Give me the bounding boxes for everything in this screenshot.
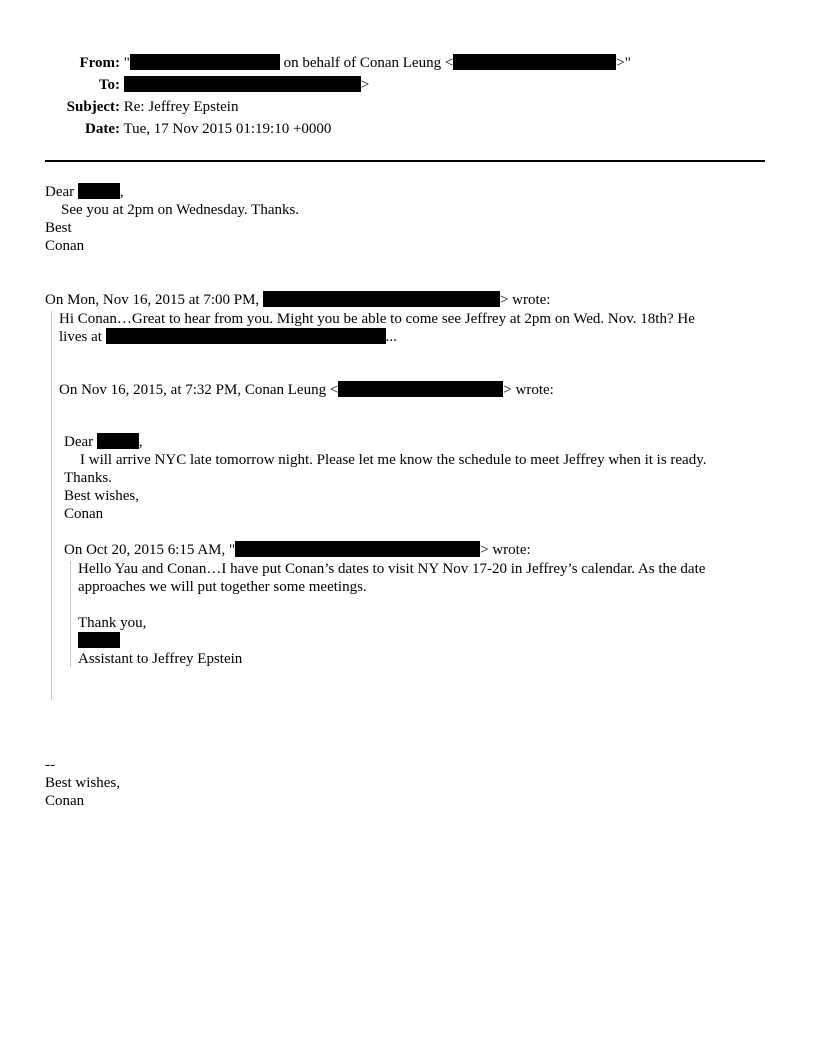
from-prefix: " xyxy=(123,55,130,71)
body-suffix: ... xyxy=(385,329,397,345)
from-suffix: >" xyxy=(616,55,631,71)
redaction-block xyxy=(106,328,386,344)
attribution-suffix: > wrote: xyxy=(480,542,531,558)
redaction-block xyxy=(263,291,500,307)
reply-closing: Best xyxy=(45,220,72,236)
reply-line: See you at 2pm on Wednesday. Thanks. xyxy=(61,202,300,218)
from-middle: on behalf of Conan Leung < xyxy=(279,55,454,71)
from-row xyxy=(0,54,631,72)
quote3-bar xyxy=(70,561,71,667)
date-label: Date: xyxy=(85,121,120,137)
quote3-title: Assistant to Jeffrey Epstein xyxy=(78,651,243,667)
body-prefix: lives at xyxy=(59,329,106,345)
redaction-block xyxy=(78,632,120,648)
quote2-body-line: I will arrive NYC late tomorrow night. Please let me know the schedule to meet Jeffrey when it is ready. xyxy=(80,452,707,468)
to-label: To: xyxy=(98,77,120,93)
quote3-body-line: approaches we will put together some meetings. xyxy=(78,579,367,595)
to-row xyxy=(0,76,369,94)
quote1-body-line xyxy=(59,328,397,346)
redaction-block xyxy=(78,183,120,199)
quote1-attribution xyxy=(45,291,550,309)
reply-signature: Conan xyxy=(45,238,85,254)
footer-closing: Best wishes, xyxy=(45,775,120,791)
attribution-suffix: > wrote: xyxy=(503,382,554,398)
date-value: Tue, 17 Nov 2015 01:19:10 +0000 xyxy=(123,121,332,137)
quote3-name-redacted xyxy=(78,632,120,650)
quote1-bar xyxy=(51,311,52,700)
quote3-attribution xyxy=(64,541,531,559)
signature-separator: -- xyxy=(45,757,55,773)
redaction-block xyxy=(453,54,616,70)
to-suffix: > xyxy=(360,77,370,93)
redaction-block xyxy=(338,381,503,397)
greeting-text: Dear xyxy=(64,434,97,450)
quote3-thanks: Thank you, xyxy=(78,615,147,631)
redaction-block xyxy=(130,54,280,70)
attribution-prefix: On Mon, Nov 16, 2015 at 7:00 PM, xyxy=(45,292,263,308)
greeting-comma: , xyxy=(138,434,143,450)
header-divider xyxy=(45,160,765,162)
attribution-prefix: On Nov 16, 2015, at 7:32 PM, Conan Leung < xyxy=(59,382,339,398)
quote2-greeting xyxy=(64,433,143,451)
quote2-body-line: Thanks. xyxy=(64,470,112,486)
quote1-body-line: Hi Conan…Great to hear from you. Might you be able to come see Jeffrey at 2pm on Wed. Nov. 18th? He xyxy=(59,311,695,327)
redaction-block xyxy=(235,541,480,557)
quote3-body-line: Hello Yau and Conan…I have put Conan’s dates to visit NY Nov 17-20 in Jeffrey’s calendar. As the date xyxy=(78,561,706,577)
date-row xyxy=(0,120,331,138)
attribution-suffix: > wrote: xyxy=(499,292,551,308)
redaction-block xyxy=(97,433,139,449)
quote2-body-line: Best wishes, xyxy=(64,488,139,504)
quote2-attribution xyxy=(59,381,554,399)
greeting-text: Dear xyxy=(45,184,78,200)
subject-label: Subject: xyxy=(66,99,120,115)
reply-greeting xyxy=(45,183,124,201)
quote2-body-line: Conan xyxy=(64,506,104,522)
greeting-comma: , xyxy=(119,184,124,200)
attribution-prefix: On Oct 20, 2015 6:15 AM, " xyxy=(64,542,236,558)
subject-value: Re: Jeffrey Epstein xyxy=(123,99,239,115)
from-label: From: xyxy=(79,55,120,71)
footer-signature: Conan xyxy=(45,793,85,809)
redaction-block xyxy=(124,76,361,92)
subject-row xyxy=(0,98,238,116)
